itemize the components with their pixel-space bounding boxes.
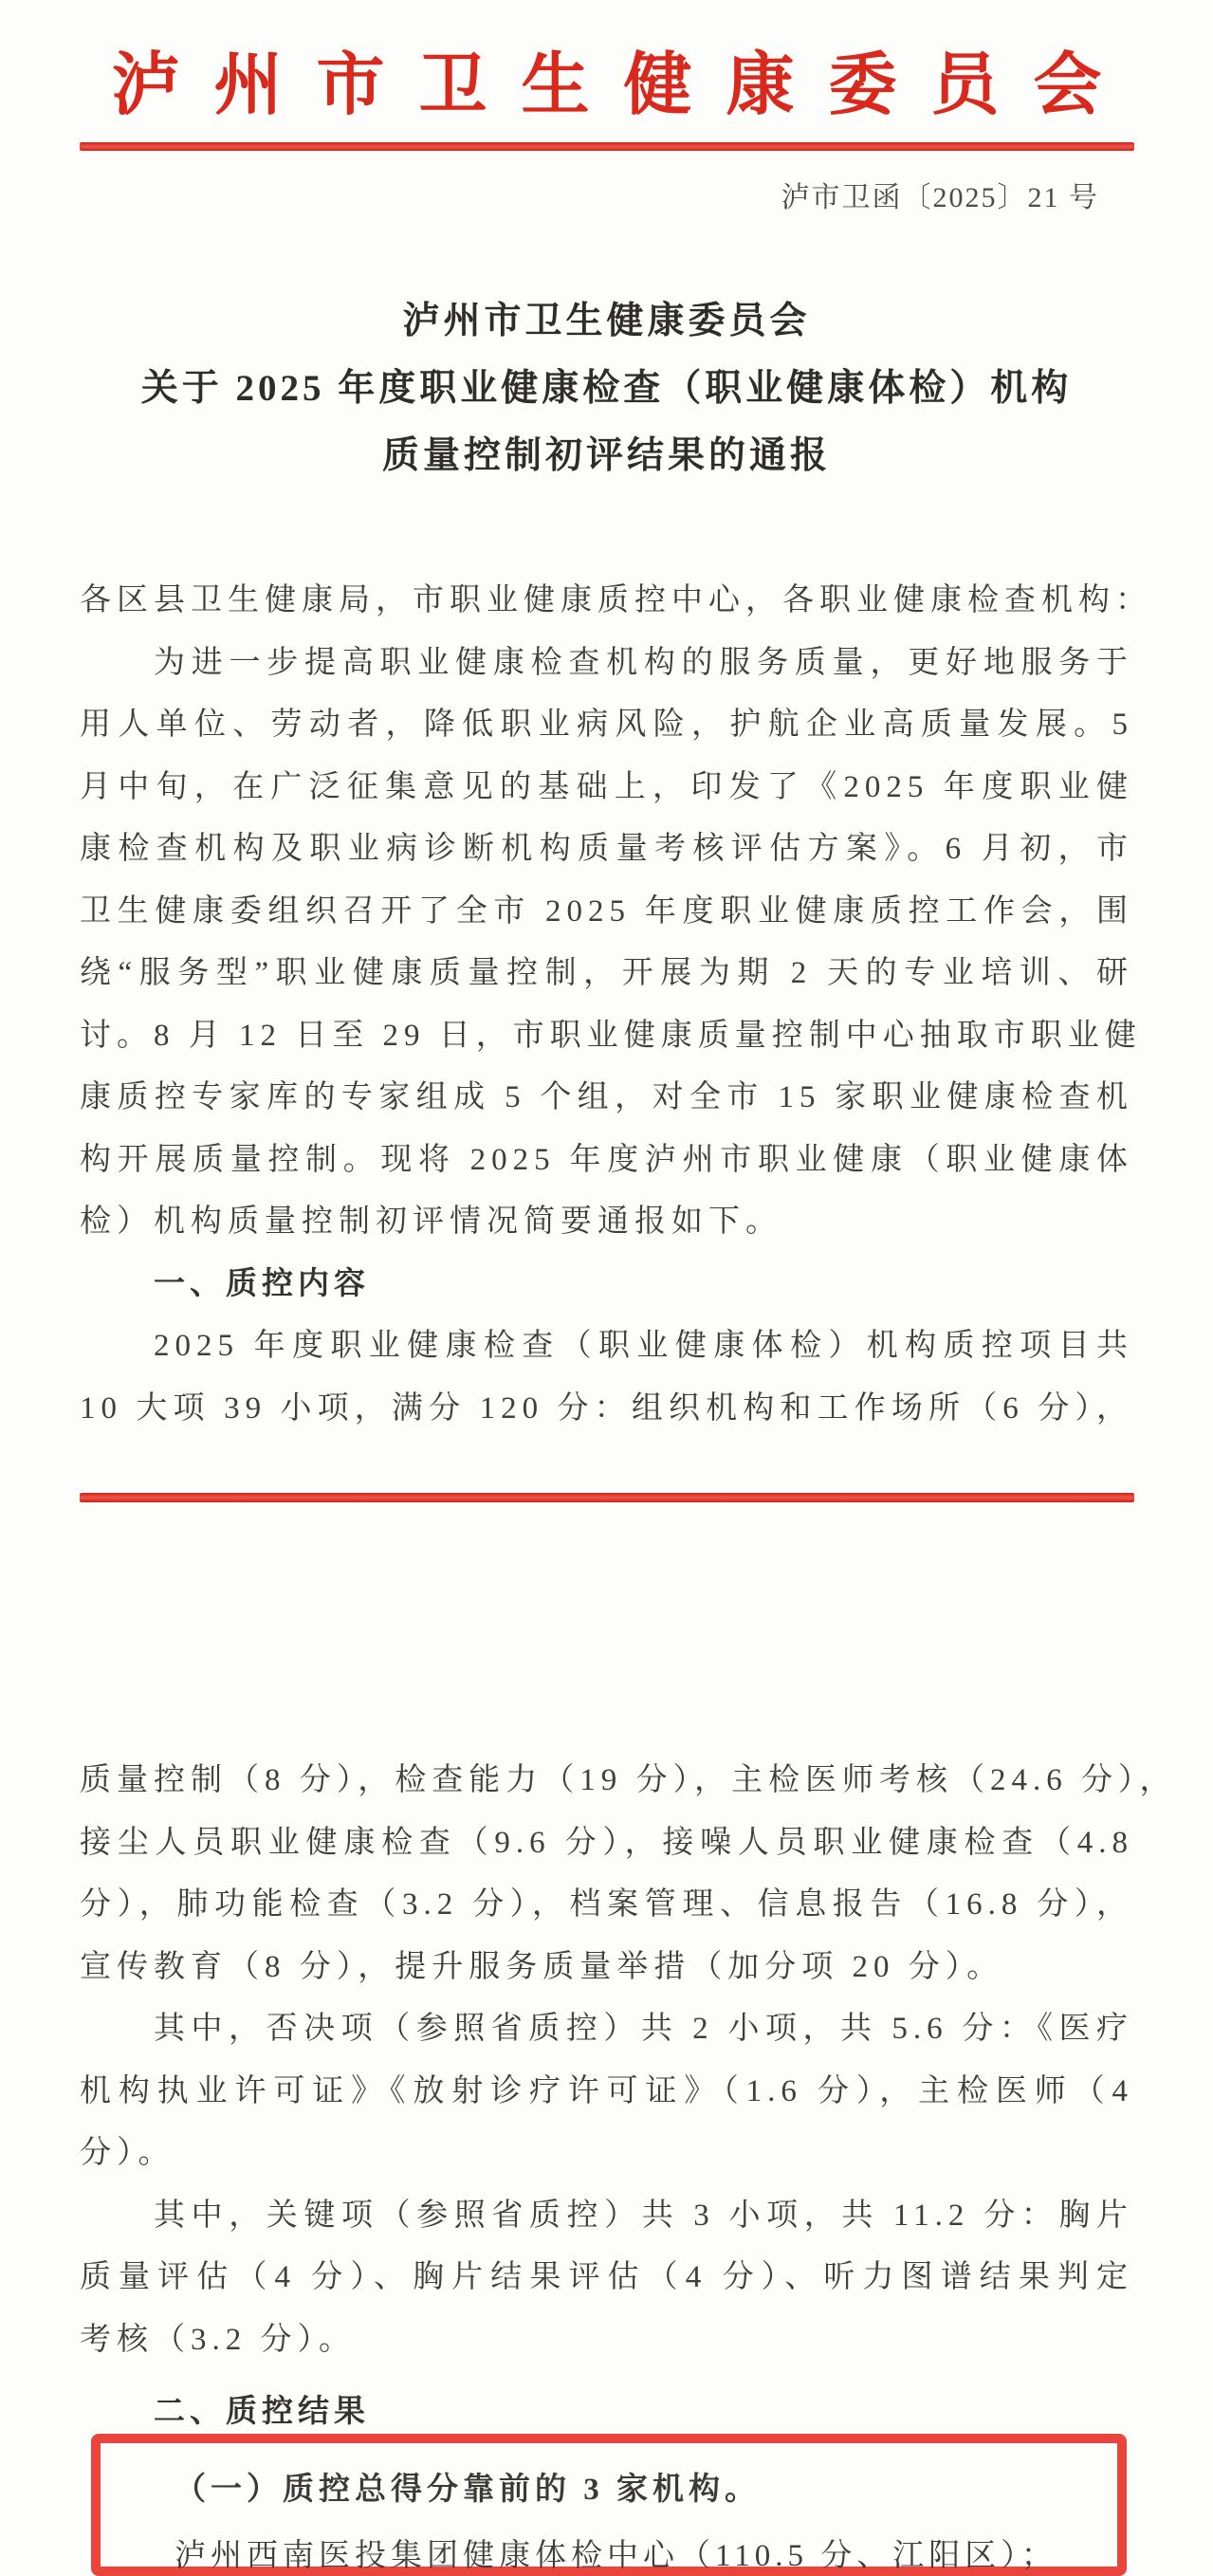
- text-line: 质量评估（4 分）、胸片结果评估（4 分）、听力图谱结果判定: [80, 2260, 1133, 2294]
- text-line: 月中旬，在广泛征集意见的基础上，印发了《2025 年度职业健: [80, 769, 1133, 804]
- paragraph-qc-content: [80, 1316, 1133, 1440]
- document-title-line: 质量控制初评结果的通报: [381, 435, 831, 476]
- top-institutions-subheading: （一）质控总得分靠前的 3 家机构。: [175, 2473, 761, 2507]
- text-line: 分），肺功能检查（3.2 分），档案管理、信息报告（16.8 分），: [80, 1887, 1133, 1922]
- text-line: 讨。8 月 12 日至 29 日，市职业健康质量控制中心抽取市职业健: [80, 1018, 1142, 1053]
- paragraph-veto-items: [80, 1998, 1133, 2185]
- text-line: 机构执业许可证》《放射诊疗许可证》（1.6 分），主检医师（4: [80, 2073, 1133, 2108]
- text-line: 绕“服务型”职业健康质量控制，开展为期 2 天的专业培训、研: [80, 956, 1133, 990]
- page2-body: [80, 1750, 1177, 2444]
- paragraph-intro: [80, 633, 1142, 1254]
- text-line: 康检查机构及职业病诊断机构质量考核评估方案》。6 月初，市: [80, 832, 1133, 866]
- paragraph-key-items: [80, 2185, 1133, 2372]
- section-heading-1: 一、质控内容: [154, 1266, 370, 1301]
- text-line: 检）机构质量控制初评情况简要通报如下。: [80, 1205, 782, 1239]
- text-line: 为进一步提高职业健康检查机构的服务质量，更好地服务于: [154, 645, 1133, 680]
- text-line: 康质控专家库的专家组成 5 个组，对全市 15 家职业健康检查机: [80, 1080, 1133, 1114]
- text-line: 接尘人员职业健康检查（9.6 分），接噪人员职业健康检查（4.8: [80, 1825, 1133, 1860]
- page-break-red-rule: [80, 1493, 1134, 1502]
- text-line: 分）。: [80, 2136, 175, 2170]
- paragraph-scoring-items: [80, 1750, 1177, 1998]
- text-line: 宣传教育（8 分），提升服务质量举措（加分项 20 分）。: [80, 1949, 1004, 1984]
- salutation-line: 各区县卫生健康局，市职业健康质控中心，各职业健康检查机构：: [80, 583, 1152, 617]
- document-title: [38, 287, 1175, 489]
- text-line: 考核（3.2 分）。: [80, 2322, 356, 2357]
- text-line: 质量控制（8 分），检查能力（19 分），主检医师考核（24.6 分），: [80, 1763, 1177, 1797]
- text-line: 10 大项 39 小项，满分 120 分：组织机构和工作场所（6 分），: [80, 1390, 1133, 1426]
- text-line: 2025 年度职业健康检查（职业健康体检）机构质控项目共: [154, 1329, 1133, 1363]
- letterhead-agency-name: [0, 49, 1213, 121]
- page1-body: [80, 570, 1152, 1440]
- document-title-line: 关于 2025 年度职业健康检查（职业健康体检）机构: [140, 368, 1073, 409]
- text-line: 构开展质量控制。现将 2025 年度泸州市职业健康（职业健康体: [80, 1142, 1133, 1177]
- section-heading-2: 二、质控结果: [154, 2395, 370, 2429]
- text-line: 用人单位、劳动者，降低职业病风险，护航企业高质量发展。5: [80, 708, 1133, 742]
- letterhead-red-rule: [80, 142, 1134, 151]
- red-highlight-box: [91, 2434, 1127, 2576]
- document-number: 泸市卫函〔2025〕21 号: [781, 182, 1099, 213]
- text-line: 其中，关键项（参照省质控）共 3 小项，共 11.2 分：胸片: [154, 2198, 1133, 2233]
- document-title-line: 泸州市卫生健康委员会: [402, 301, 811, 341]
- letterhead-agency-name-text: 泸州市卫生健康委员会: [111, 47, 1136, 123]
- top-institution-entry: 泸州西南医投集团健康体检中心（110.5 分、江阳区）；: [175, 2539, 1057, 2573]
- text-line: 其中，否决项（参照省质控）共 2 小项，共 5.6 分：《医疗: [154, 2012, 1133, 2046]
- text-line: 卫生健康委组织召开了全市 2025 年度职业健康质控工作会，围: [80, 893, 1133, 929]
